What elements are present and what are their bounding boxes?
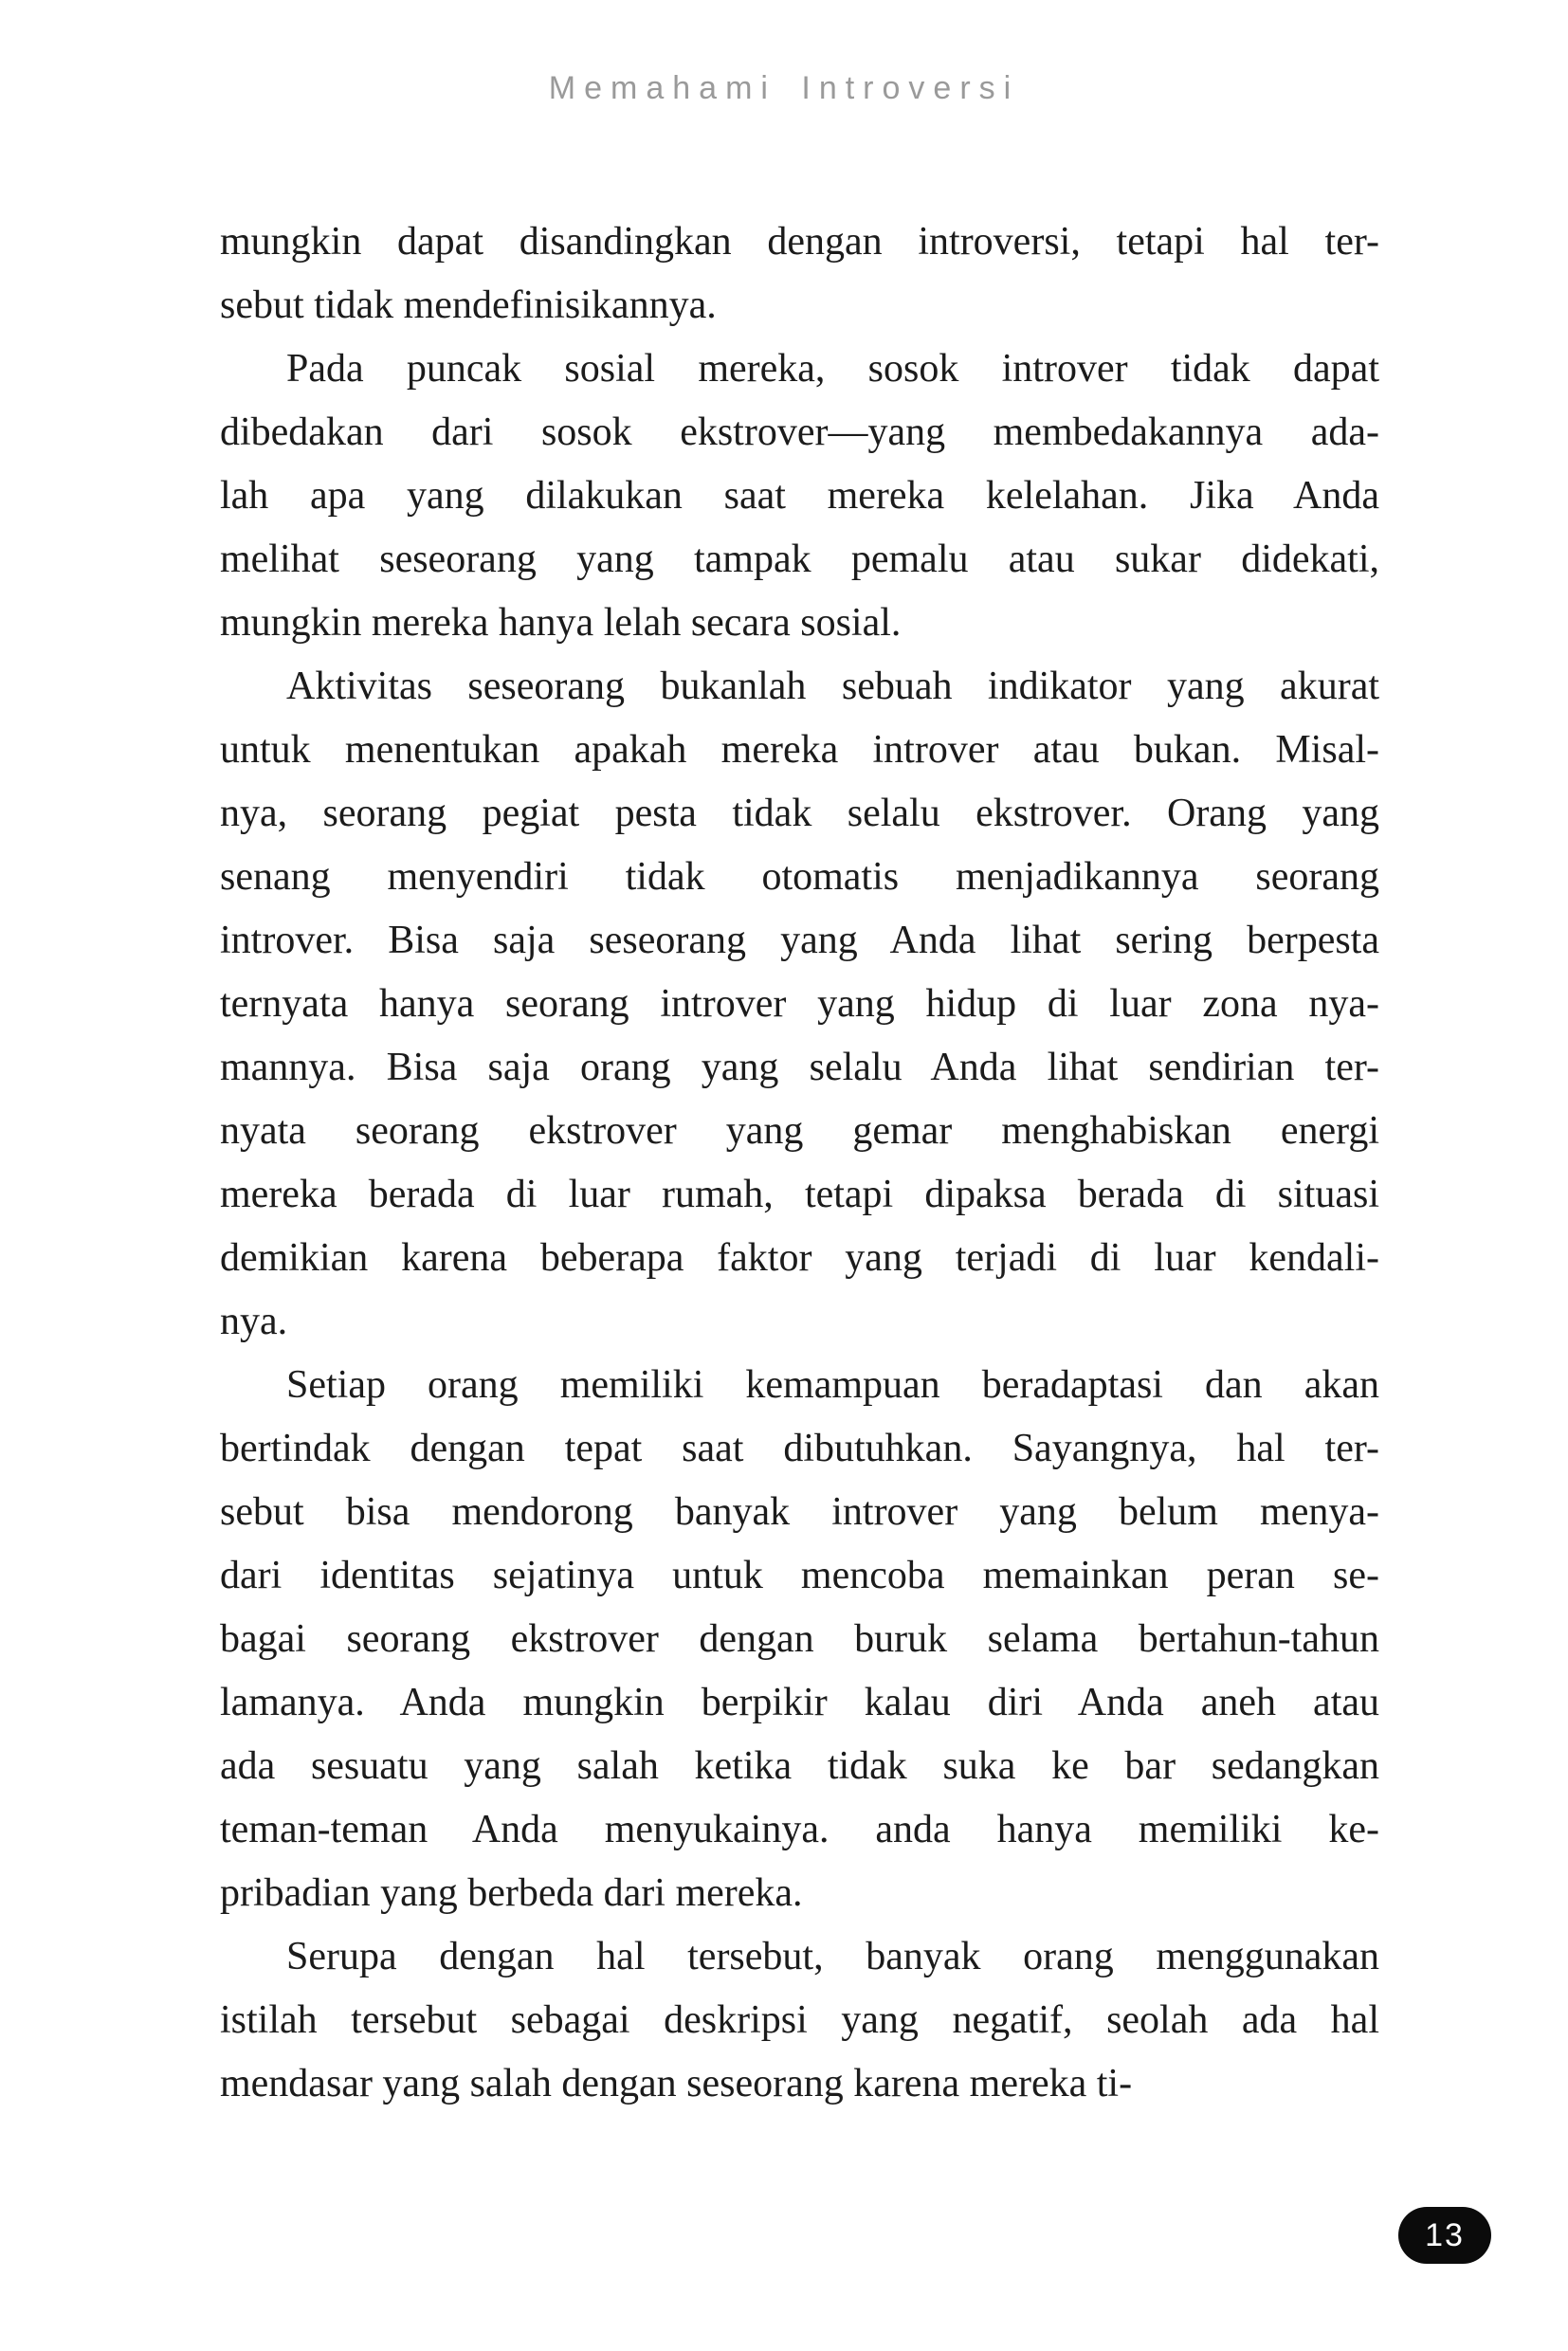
text-line: lamanya. Anda mungkin berpikir kalau diri Anda aneh atau xyxy=(220,1681,1379,1724)
running-header: Memahami Introversi xyxy=(548,70,1020,106)
text-line: dibedakan dari sosok ekstrover—yang membedakannya ada- xyxy=(220,410,1379,454)
text-line: ada sesuatu yang salah ketika tidak suka ke bar sedangkan xyxy=(220,1744,1379,1788)
text-line: mannya. Bisa saja orang yang selalu Anda lihat sendirian ter- xyxy=(220,1046,1379,1089)
text-line: melihat seseorang yang tampak pemalu atau sukar didekati, xyxy=(220,538,1379,581)
text-line: istilah tersebut sebagai deskripsi yang negatif, seolah ada hal xyxy=(220,1998,1379,2042)
text-line: ternyata hanya seorang introver yang hidup di luar zona nya- xyxy=(220,982,1379,1026)
text-line: mereka berada di luar rumah, tetapi dipaksa berada di situasi xyxy=(220,1173,1379,1216)
text-line: nya. xyxy=(220,1300,288,1343)
text-line: untuk menentukan apakah mereka introver atau bukan. Misal- xyxy=(220,728,1379,772)
text-line: Setiap orang memiliki kemampuan beradaptasi dan akan xyxy=(286,1363,1379,1407)
text-line: mendasar yang salah dengan seseorang karena mereka ti- xyxy=(220,2062,1133,2105)
page-number: 13 xyxy=(1425,2216,1465,2253)
page-number-badge xyxy=(1398,2207,1491,2264)
text-line: bagai seorang ekstrover dengan buruk selama bertahun-tahun xyxy=(220,1617,1379,1661)
text-line: introver. Bisa saja seseorang yang Anda lihat sering berpesta xyxy=(220,919,1379,962)
text-line: dari identitas sejatinya untuk mencoba memainkan peran se- xyxy=(220,1554,1379,1597)
text-line: teman-teman Anda menyukainya. anda hanya memiliki ke- xyxy=(220,1808,1379,1851)
text-line: Pada puncak sosial mereka, sosok introver tidak dapat xyxy=(286,347,1379,391)
text-line: nyata seorang ekstrover yang gemar menghabiskan energi xyxy=(220,1109,1379,1153)
text-line: Serupa dengan hal tersebut, banyak orang menggunakan xyxy=(286,1935,1379,1978)
text-line: bertindak dengan tepat saat dibutuhkan. Sayangnya, hal ter- xyxy=(220,1427,1379,1470)
text-line: senang menyendiri tidak otomatis menjadikannya seorang xyxy=(220,855,1379,899)
text-line: nya, seorang pegiat pesta tidak selalu ekstrover. Orang yang xyxy=(220,792,1379,835)
text-line: demikian karena beberapa faktor yang terjadi di luar kendali- xyxy=(220,1236,1379,1280)
text-line: sebut bisa mendorong banyak introver yang belum menya- xyxy=(220,1490,1379,1534)
text-line: pribadian yang berbeda dari mereka. xyxy=(220,1871,803,1915)
text-line: mungkin dapat disandingkan dengan introversi, tetapi hal ter- xyxy=(220,220,1379,264)
body-text xyxy=(220,210,1379,2116)
text-line: sebut tidak mendefinisikannya. xyxy=(220,283,717,327)
text-line: Aktivitas seseorang bukanlah sebuah indikator yang akurat xyxy=(286,665,1379,708)
text-line: mungkin mereka hanya lelah secara sosial. xyxy=(220,601,902,645)
text-line: lah apa yang dilakukan saat mereka kelelahan. Jika Anda xyxy=(220,474,1379,518)
